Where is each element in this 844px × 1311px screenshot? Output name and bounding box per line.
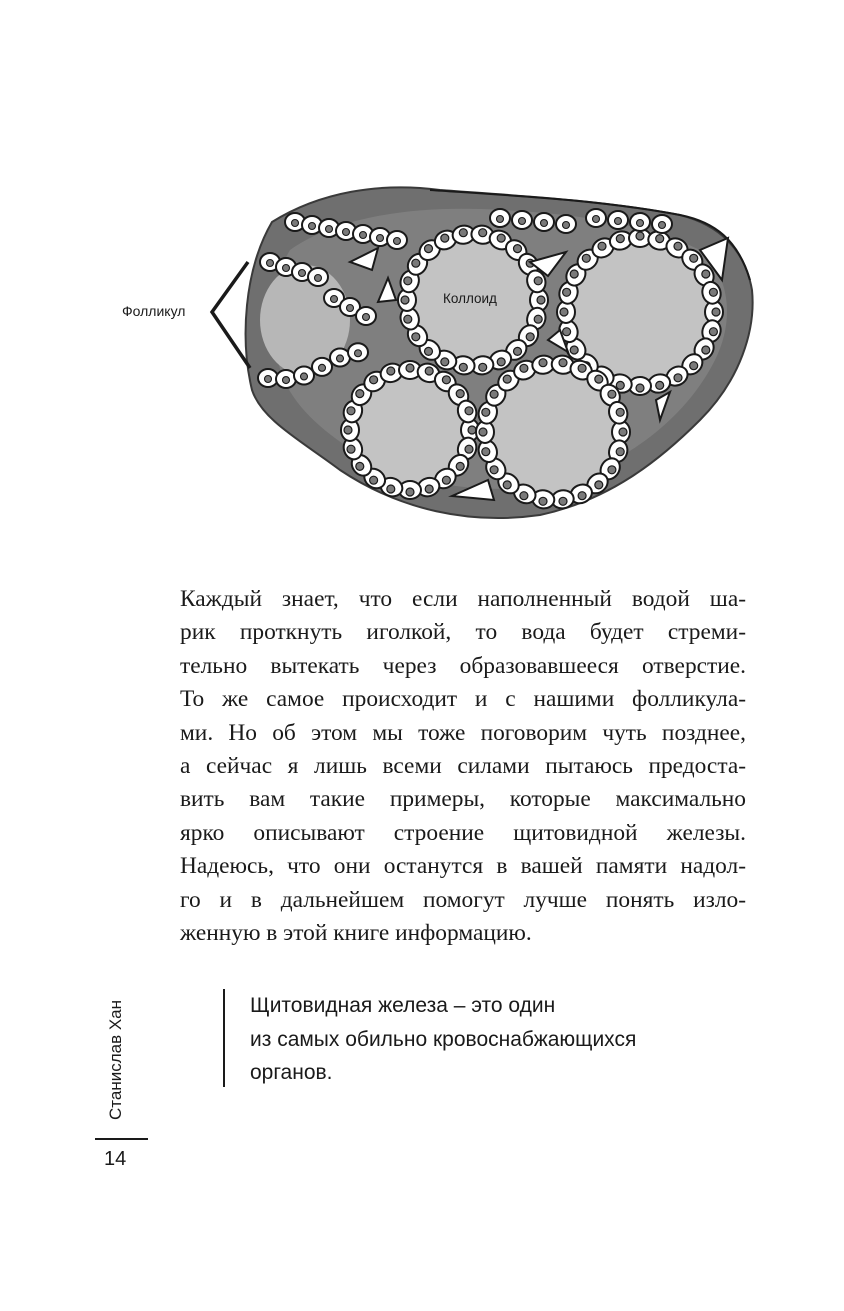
cell-nucleus (702, 270, 710, 278)
page-number-rule (95, 1138, 148, 1140)
cell-nucleus (497, 234, 505, 242)
cell-nucleus (404, 277, 412, 285)
cell-nucleus (559, 359, 567, 367)
cell-nucleus (465, 407, 473, 415)
cell-nucleus (563, 288, 571, 296)
cell-nucleus (355, 350, 362, 357)
quote-line: из самых обильно кровоснабжающихся (250, 1027, 637, 1051)
cell-nucleus (578, 492, 586, 500)
body-line: тельно вытекать через образовавшееся отверстие. (180, 652, 746, 679)
cell-nucleus (331, 296, 338, 303)
cell-nucleus (363, 314, 370, 321)
cell-nucleus (690, 254, 698, 262)
cell-nucleus (656, 235, 664, 243)
cell-nucleus (309, 223, 316, 230)
cell-nucleus (534, 277, 542, 285)
cell-nucleus (343, 229, 350, 236)
cell-nucleus (468, 426, 476, 434)
cell-nucleus (337, 355, 344, 362)
cell-nucleus (441, 358, 449, 366)
body-line: го и в дальнейшем помогут лучше понять изло- (180, 886, 746, 913)
cell-nucleus (356, 390, 364, 398)
cell-nucleus (578, 364, 586, 372)
cell-nucleus (595, 375, 603, 383)
follicle-pointer (212, 262, 250, 368)
cell-nucleus (582, 254, 590, 262)
pull-quote (250, 989, 720, 1090)
cell-nucleus (520, 364, 528, 372)
cell-nucleus (412, 259, 420, 267)
body-line: а сейчас я лишь всеми силами пытаюсь предоста- (180, 753, 746, 780)
cell-nucleus (534, 315, 542, 323)
body-line: Каждый знает, что если наполненный водой ша- (180, 586, 746, 612)
cell-nucleus (456, 462, 464, 470)
cell-nucleus (326, 226, 333, 233)
cell-nucleus (608, 466, 616, 474)
cell-nucleus (503, 481, 511, 489)
cell-nucleus (497, 358, 505, 366)
cell-nucleus (283, 377, 290, 384)
cell-nucleus (615, 218, 622, 225)
cell-nucleus (370, 476, 378, 484)
cell-nucleus (674, 242, 682, 250)
cell-nucleus (347, 445, 355, 453)
cell-nucleus (265, 376, 272, 383)
cell-nucleus (619, 428, 627, 436)
cell-nucleus (690, 362, 698, 370)
cell-nucleus (563, 222, 570, 229)
cell-nucleus (709, 288, 717, 296)
cell-nucleus (370, 376, 378, 384)
cell-nucleus (539, 359, 547, 367)
body-line: ярко описывают строение щитовидной железы. (180, 819, 746, 846)
body-paragraph (180, 583, 746, 950)
cell-nucleus (636, 384, 644, 392)
cell-nucleus (712, 308, 720, 316)
cell-nucleus (315, 275, 322, 282)
cell-nucleus (299, 270, 306, 277)
page-number: 14 (104, 1148, 127, 1170)
quote-bar (223, 989, 225, 1087)
cell-nucleus (537, 296, 545, 304)
cell-nucleus (616, 235, 624, 243)
cell-nucleus (356, 462, 364, 470)
cell-nucleus (267, 260, 274, 267)
cell-nucleus (593, 216, 600, 223)
body-line: Надеюсь, что они останутся в вашей памяти надол- (180, 853, 746, 880)
cell-nucleus (570, 270, 578, 278)
cell-nucleus (636, 232, 644, 240)
cell-nucleus (482, 448, 490, 456)
cell-nucleus (301, 373, 308, 380)
cell-nucleus (292, 220, 299, 227)
cell-nucleus (490, 466, 498, 474)
cell-nucleus (425, 245, 433, 253)
cell-nucleus (425, 367, 433, 375)
cell-nucleus (456, 390, 464, 398)
cell-nucleus (459, 363, 467, 371)
body-line: вить вам такие примеры, которые максимально (180, 786, 746, 813)
cell-nucleus (595, 481, 603, 489)
cell-nucleus (559, 497, 567, 505)
body-line: То же самое происходит и с нашими фолликула- (180, 686, 746, 713)
cell-nucleus (387, 485, 395, 493)
cell-nucleus (425, 485, 433, 493)
thyroid-follicles-illustration (0, 0, 844, 560)
body-line: ми. Но об этом мы тоже поговорим чуть позднее, (180, 719, 746, 746)
cell-nucleus (283, 265, 290, 272)
cell-nucleus (702, 346, 710, 354)
cell-nucleus (360, 232, 367, 239)
cell-nucleus (479, 229, 487, 237)
cell-nucleus (520, 492, 528, 500)
cell-nucleus (519, 218, 526, 225)
cell-nucleus (490, 390, 498, 398)
cell-nucleus (406, 364, 414, 372)
cell-nucleus (616, 408, 624, 416)
cell-nucleus (541, 220, 548, 227)
quote-line: Щитовидная железа – это один (250, 994, 556, 1017)
cell-nucleus (479, 428, 487, 436)
cell-nucleus (608, 390, 616, 398)
cell-nucleus (616, 448, 624, 456)
cell-nucleus (401, 296, 409, 304)
cell-nucleus (526, 333, 534, 341)
cell-nucleus (425, 347, 433, 355)
cell-nucleus (412, 333, 420, 341)
cell-nucleus (319, 364, 326, 371)
cell-nucleus (442, 376, 450, 384)
cell-nucleus (377, 235, 384, 242)
quote-line: органов. (250, 1061, 333, 1084)
cell-nucleus (404, 315, 412, 323)
cell-nucleus (442, 476, 450, 484)
cell-nucleus (347, 305, 354, 312)
cell-nucleus (539, 497, 547, 505)
cell-nucleus (503, 375, 511, 383)
cell-nucleus (344, 426, 352, 434)
cell-nucleus (497, 216, 504, 223)
cell-nucleus (560, 308, 568, 316)
cell-nucleus (387, 367, 395, 375)
cell-nucleus (514, 347, 522, 355)
cell-nucleus (441, 234, 449, 242)
cell-nucleus (479, 363, 487, 371)
cell-nucleus (709, 328, 717, 336)
cell-nucleus (459, 229, 467, 237)
cell-nucleus (637, 220, 644, 227)
cell-nucleus (598, 242, 606, 250)
cell-nucleus (563, 328, 571, 336)
cell-nucleus (514, 245, 522, 253)
cell-nucleus (570, 346, 578, 354)
author-name: Станислав Хан (106, 999, 125, 1120)
cell-nucleus (406, 488, 414, 496)
cell-nucleus (674, 374, 682, 382)
cell-nucleus (394, 238, 401, 245)
cell-nucleus (656, 381, 664, 389)
follicle-label: Фолликул (122, 303, 186, 319)
body-line: рик проткнуть иголкой, то вода будет стреми- (180, 619, 746, 646)
cell-nucleus (482, 408, 490, 416)
cell-nucleus (616, 381, 624, 389)
body-line: женную в этой книге информацию. (180, 920, 532, 947)
cell-nucleus (347, 407, 355, 415)
colloid-label: Коллоид (443, 291, 497, 306)
cell-nucleus (465, 445, 473, 453)
cell-nucleus (659, 222, 666, 229)
